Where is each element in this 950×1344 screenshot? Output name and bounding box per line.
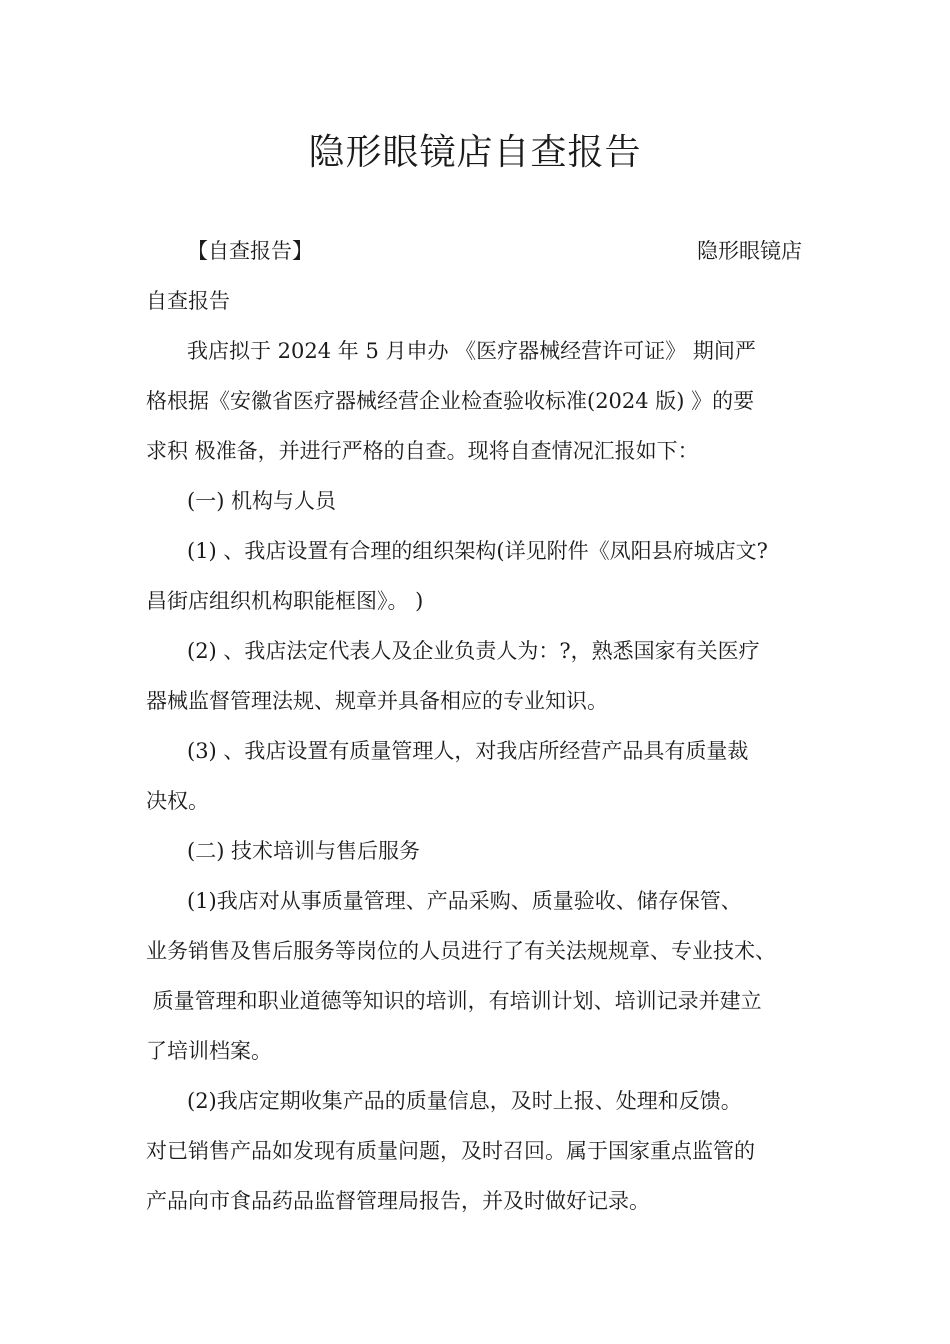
- text-line: 产品向市食品药品监督管理局报告，并及时做好记录。: [146, 1189, 650, 1213]
- text-line: 自查报告: [146, 289, 230, 313]
- text-line: 我店拟于 2024 年 5 月申办 《医疗器械经营许可证》 期间严: [187, 339, 756, 363]
- section-heading: (二) 技术培训与售后服务: [187, 839, 421, 863]
- text-line: 业务销售及售后服务等岗位的人员进行了有关法规规章、专业技术、: [146, 939, 776, 963]
- text-line: 求积 极准备，并进行严格的自查。现将自查情况汇报如下：: [146, 439, 699, 463]
- section-heading: (一) 机构与人员: [187, 489, 337, 513]
- text-line: (2) 、我店法定代表人及企业负责人为：?，熟悉国家有关医疗: [187, 639, 760, 663]
- text-line: (1) 、我店设置有合理的组织架构(详见附件《凤阳县府城店文?: [187, 539, 768, 563]
- text-line: 了培训档案。: [146, 1039, 272, 1063]
- text-line: (3) 、我店设置有质量管理人，对我店所经营产品具有质量裁: [187, 739, 749, 763]
- text-line: (1)我店对从事质量管理、产品采购、质量验收、储存保管、: [187, 889, 742, 913]
- header-right-label: 隐形眼镜店: [697, 239, 802, 263]
- header-left-label: 【自查报告】: [187, 239, 313, 263]
- text-line: 质量管理和职业道德等知识的培训，有培训计划、培训记录并建立: [146, 989, 762, 1013]
- text-line: 器械监督管理法规、规章并具备相应的专业知识。: [146, 689, 608, 713]
- document-title: 隐形眼镜店自查报告: [308, 132, 642, 173]
- text-line: (2)我店定期收集产品的质量信息，及时上报、处理和反馈。: [187, 1089, 742, 1113]
- text-line: 决权。: [146, 789, 209, 813]
- text-line: 对已销售产品如发现有质量问题，及时召回。属于国家重点监管的: [146, 1139, 755, 1163]
- text-line: 格根据《安徽省医疗器械经营企业检查验收标准(2024 版) 》的要: [146, 389, 755, 413]
- text-line: 昌街店组织机构职能框图》。 ): [146, 589, 424, 613]
